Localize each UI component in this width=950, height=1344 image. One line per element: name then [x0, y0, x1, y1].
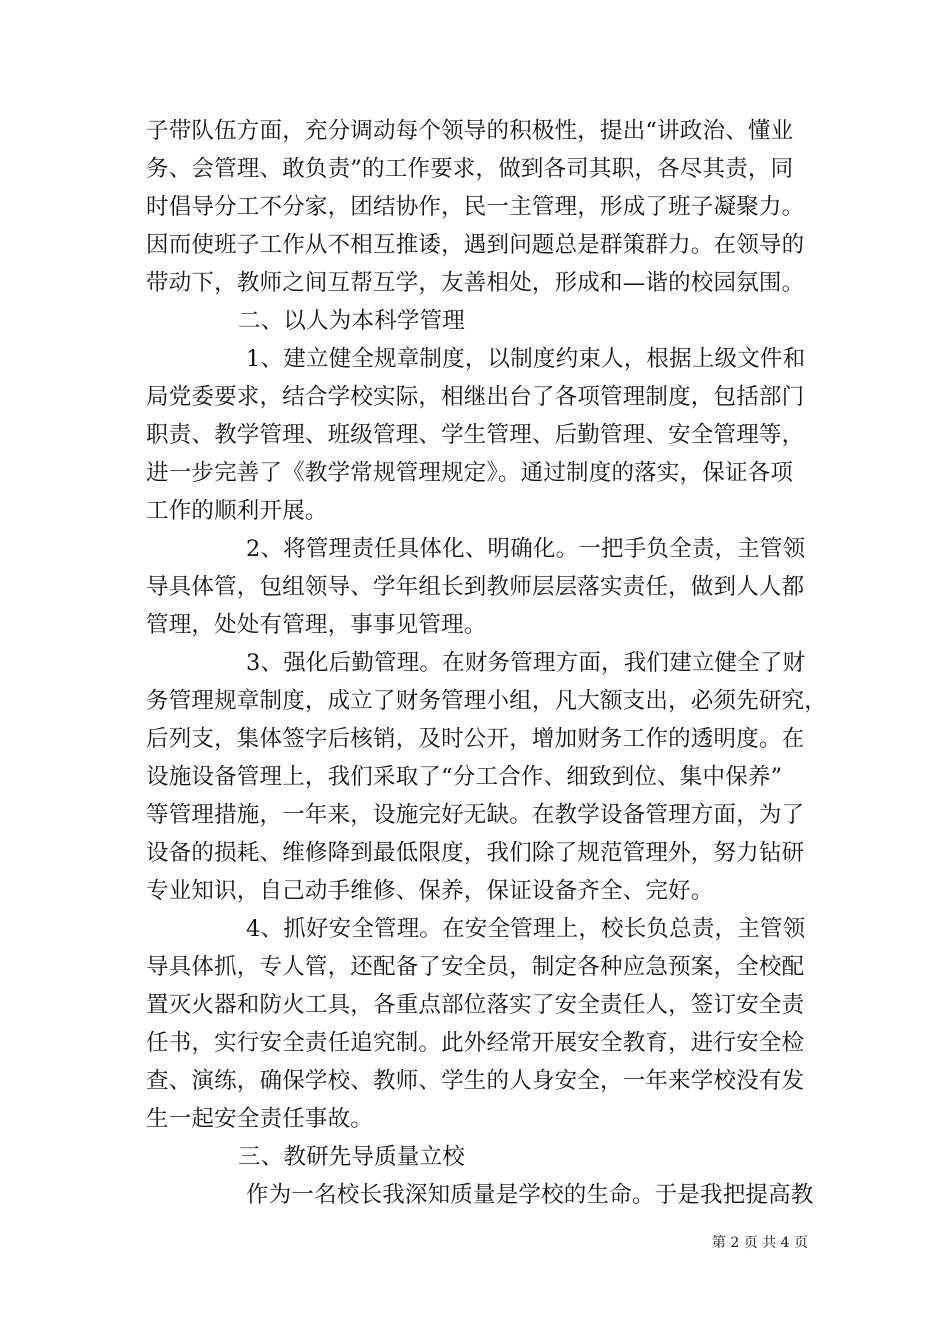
text-line: 局党委要求，结合学校实际，相继出台了各项管理制度，包括部门	[146, 384, 805, 410]
page-number-footer: 第 2 页 共 4 页	[711, 1235, 808, 1251]
text-line: 专业知识，自己动手维修、保养，保证设备齐全、完好。	[146, 878, 714, 904]
text-line: 时倡导分工不分家，团结协作，民一主管理，形成了班子凝聚力。	[146, 194, 805, 220]
text-line: 导具体管，包组领导、学年组长到教师层层落实责任，做到人人都	[146, 574, 805, 600]
text-line: 1、建立健全规章制度，以制度约束人，根据上级文件和	[246, 346, 806, 372]
text-line: 设施设备管理上，我们采取了“分工合作、细致到位、集中保养”	[146, 764, 783, 790]
text-line: 务、会管理、敢负责”的工作要求，做到各司其职，各尽其责，同	[146, 156, 794, 182]
text-line: 设备的损耗、维修降到最低限度，我们除了规范管理外，努力钻研	[146, 840, 805, 866]
text-line: 子带队伍方面，充分调动每个领导的积极性，提出“讲政治、懂业	[146, 118, 794, 144]
text-line: 3、强化后勤管理。在财务管理方面，我们建立健全了财	[246, 650, 806, 676]
text-line: 2、将管理责任具体化、明确化。一把手负全责，主管领	[246, 536, 806, 562]
text-line: 管理，处处有管理，事事见管理。	[146, 612, 487, 638]
text-line: 务管理规章制度，成立了财务管理小组，凡大额支出，必须先研究，	[146, 688, 828, 714]
section-heading: 二、以人为本科学管理	[238, 308, 466, 334]
text-line: 工作的顺利开展。	[146, 498, 328, 524]
text-line: 后列支，集体签字后核销，及时公开，增加财务工作的透明度。在	[146, 726, 805, 752]
section-heading: 三、教研先导质量立校	[238, 1144, 466, 1170]
text-line: 导具体抓，专人管，还配备了安全员，制定各种应急预案，全校配	[146, 954, 805, 980]
text-line: 等管理措施，一年来，设施完好无缺。在教学设备管理方面，为了	[146, 802, 805, 828]
text-line: 带动下，教师之间互帮互学，友善相处，形成和—谐的校园氛围。	[146, 270, 805, 296]
text-line: 作为一名校长我深知质量是学校的生命。于是我把提高教	[246, 1182, 814, 1208]
text-line: 进一步完善了《教学常规管理规定》。通过制度的落实，保证各项	[146, 460, 794, 486]
text-line: 置灭火器和防火工具，各重点部位落实了安全责任人，签订安全责	[146, 992, 805, 1018]
document-body	[146, 112, 828, 1214]
text-line: 4、抓好安全管理。在安全管理上，校长负总责，主管领	[246, 916, 806, 942]
text-line: 职责、教学管理、班级管理、学生管理、后勤管理、安全管理等，	[146, 422, 805, 448]
text-line: 因而使班子工作从不相互推诿，遇到问题总是群策群力。在领导的	[146, 232, 805, 258]
text-line: 查、演练，确保学校、教师、学生的人身安全，一年来学校没有发	[146, 1068, 805, 1094]
text-line: 任书，实行安全责任追究制。此外经常开展安全教育，进行安全检	[146, 1030, 805, 1056]
text-line: 生一起安全责任事故。	[146, 1106, 374, 1132]
